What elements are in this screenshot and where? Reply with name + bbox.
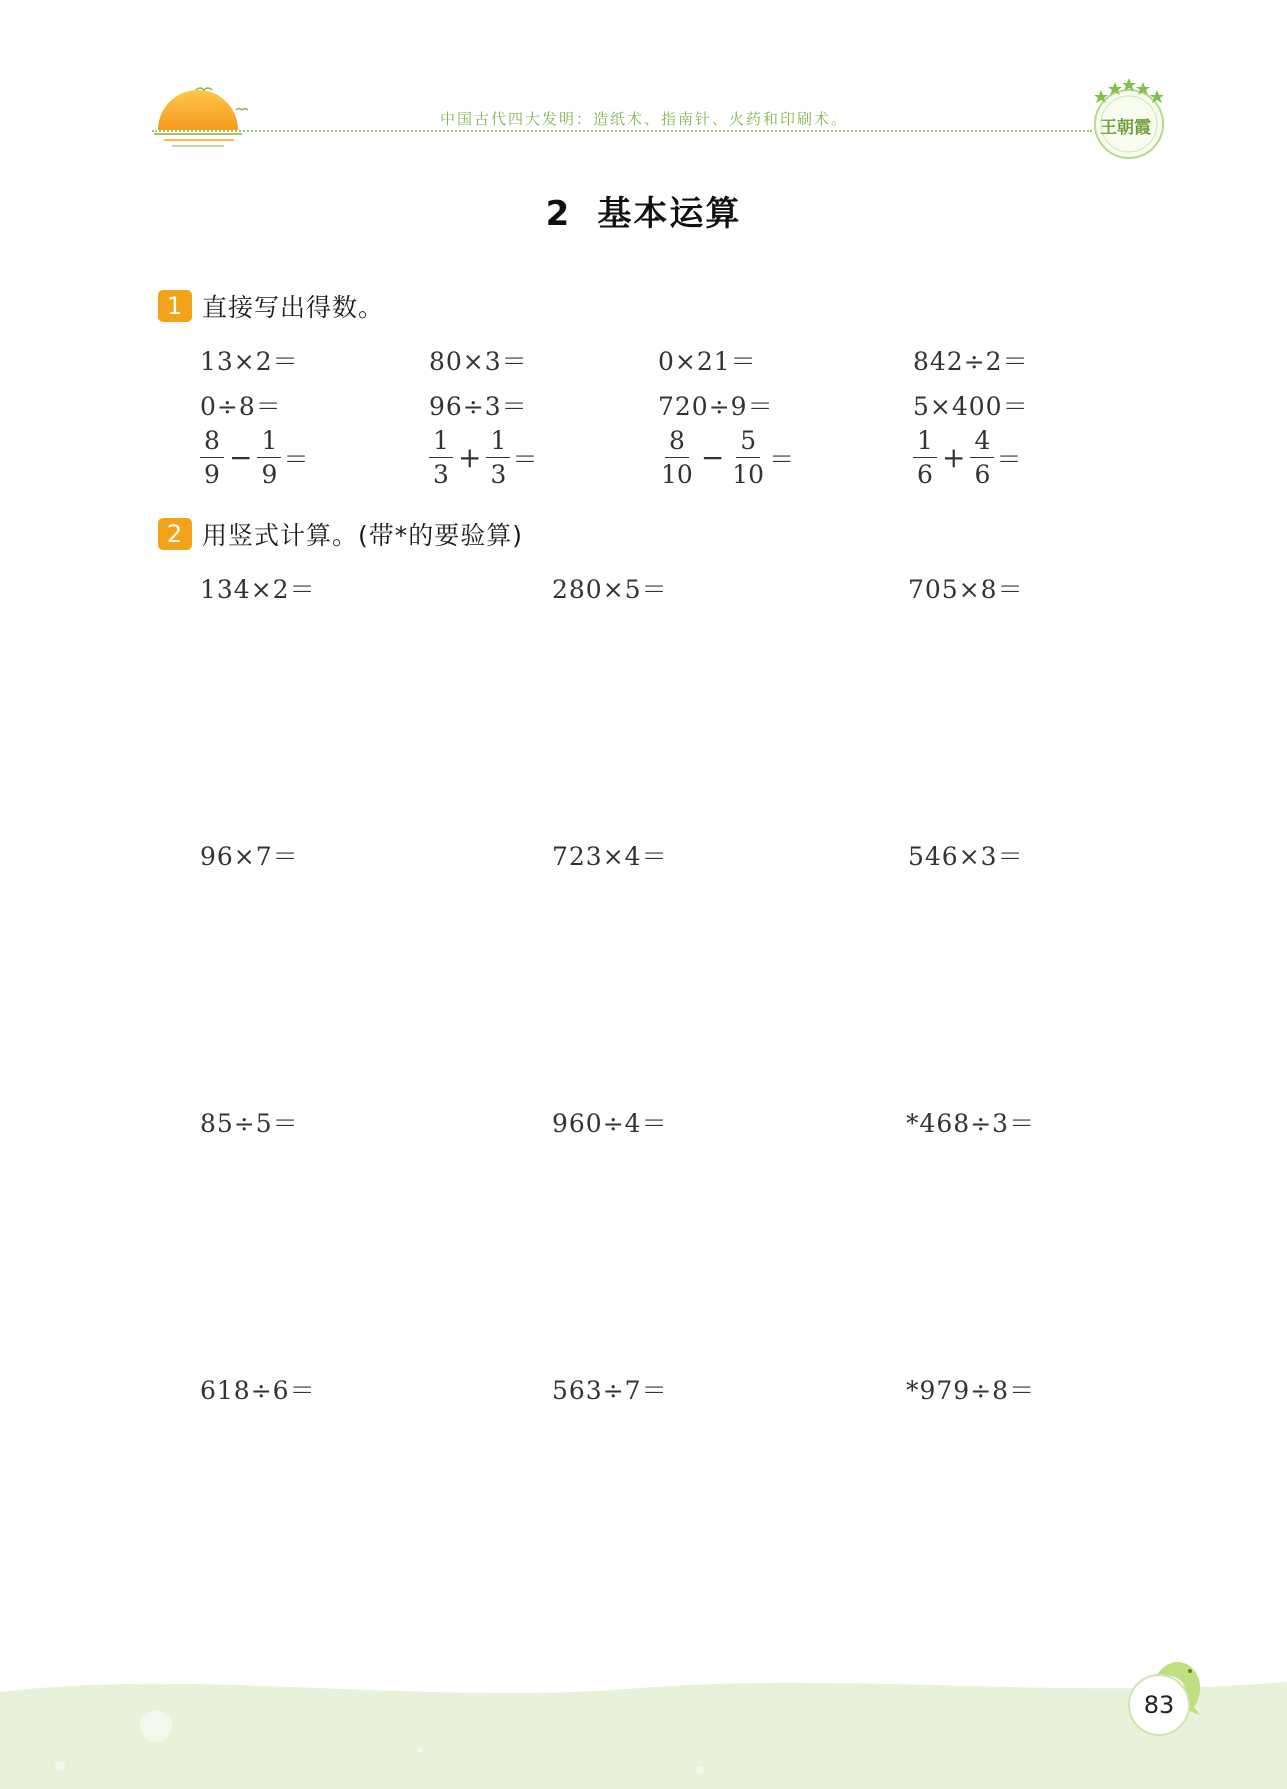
vertical-problem: 563÷7＝ [552,1376,668,1405]
fraction-problem [427,428,537,487]
equals-sign: ＝ [996,444,1022,474]
operator: + [942,441,966,474]
fraction [970,428,994,487]
denominator: 3 [433,460,449,489]
numerator: 5 [736,428,760,458]
page-title [0,186,1287,235]
vertical-problem: 960÷4＝ [552,1109,668,1138]
fraction-problem [656,428,794,487]
operator: − [700,441,725,474]
fraction [486,428,510,487]
footer-wave-decoration [0,1660,1287,1789]
numerator: 1 [913,428,937,458]
brand-logo-text: 王朝霞 [1100,118,1151,138]
section-1-label: 直接写出得数。 [202,293,385,322]
denominator: 10 [661,460,693,489]
mental-problem: 0÷8＝ [200,392,282,421]
mental-problem: 13×2＝ [200,347,299,376]
vertical-problem: 96×7＝ [200,842,299,871]
header-dotted-line [152,130,1092,132]
vertical-problem: 134×2＝ [200,575,316,604]
mental-problem: 842÷2＝ [913,347,1029,376]
denominator: 9 [204,460,220,489]
fraction [200,428,224,487]
fraction-problem [198,428,308,487]
numerator: 8 [200,428,224,458]
vertical-problem: 546×3＝ [908,842,1024,871]
numerator: 1 [429,428,453,458]
vertical-problem: 280×5＝ [552,575,668,604]
vertical-problem: *468÷3＝ [906,1109,1036,1138]
page-number: 83 [1128,1674,1190,1736]
equals-sign: ＝ [512,444,538,474]
numerator: 1 [257,428,281,458]
operator: − [229,441,253,474]
vertical-problem: 85÷5＝ [200,1109,299,1138]
fraction [658,428,696,487]
fraction [729,428,767,487]
mental-problem: 96÷3＝ [429,392,528,421]
denominator: 10 [732,460,765,489]
denominator: 3 [490,460,507,489]
mental-problem: 720÷9＝ [658,392,774,421]
numerator: 1 [486,428,510,458]
numerator: 4 [970,428,994,458]
header-tagline: 中国古代四大发明：造纸术、指南针、火药和印刷术。 [440,110,849,128]
section-2-header [158,516,523,552]
mental-problem: 80×3＝ [429,347,528,376]
vertical-problem: 723×4＝ [552,842,668,871]
denominator: 6 [917,460,933,489]
denominator: 6 [974,460,991,489]
operator: + [458,441,482,474]
vertical-problem: *979÷8＝ [906,1376,1036,1405]
fraction-problem [911,428,1021,487]
section-2-badge: 2 [158,518,192,550]
vertical-problem: 618÷6＝ [200,1376,316,1405]
denominator: 9 [261,460,278,489]
page-title-text: 基本运算 [597,194,742,234]
equals-sign: ＝ [283,444,309,474]
fraction [429,428,453,487]
mental-problem: 5×400＝ [913,392,1029,421]
equals-sign: ＝ [769,444,795,474]
page-title-number: 2 [545,194,572,234]
fraction [257,428,281,487]
section-1-header [158,288,384,324]
section-1-badge: 1 [158,290,192,322]
numerator: 8 [665,428,689,458]
mental-problem: 0×21＝ [658,347,757,376]
vertical-problem: 705×8＝ [908,575,1024,604]
section-2-label: 用竖式计算。(带*的要验算) [202,521,524,550]
fraction [913,428,937,487]
sunset-icon [150,70,250,154]
